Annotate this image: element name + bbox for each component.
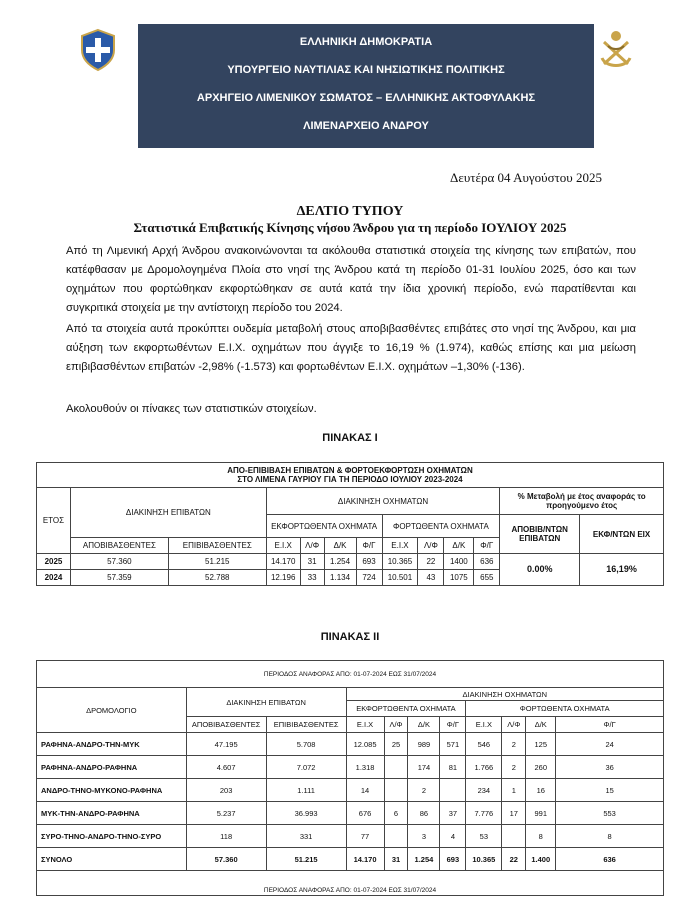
- change-vehicles-value: 16,19%: [580, 554, 664, 586]
- value-cell: 1.254: [324, 554, 356, 570]
- value-cell: 53: [466, 825, 502, 848]
- route-cell: ΡΑΦΗΝΑ-ΑΝΔΡΟ-ΡΑΦΗΝΑ: [37, 756, 187, 779]
- value-cell: 260: [526, 756, 556, 779]
- value-cell: 2: [408, 779, 440, 802]
- total-cell: 31: [384, 848, 408, 871]
- value-cell: 991: [526, 802, 556, 825]
- subheader-cell: Δ/Κ: [526, 717, 556, 733]
- subheader-cell: Δ/Κ: [408, 717, 440, 733]
- document-subtitle: Στατιστικά Επιβατικής Κίνησης νήσου Άνδρου για τη περίοδο ΙΟΥΛΙΟΥ 2025: [133, 220, 567, 235]
- value-cell: 989: [408, 733, 440, 756]
- value-cell: 6: [384, 802, 408, 825]
- header-passengers: ΔΙΑΚΙΝΗΣΗ ΕΠΙΒΑΤΩΝ: [70, 488, 266, 538]
- value-cell: 36.993: [266, 802, 346, 825]
- value-cell: 14.170: [266, 554, 300, 570]
- subheader-cell: Λ/Φ: [502, 717, 526, 733]
- value-cell: 37: [440, 802, 466, 825]
- header-loaded-vehicles: ΦΟΡΤΩΘΕΝΤΑ ΟΧΗΜΑΤΑ: [382, 515, 500, 538]
- value-cell: 17: [502, 802, 526, 825]
- value-cell: 724: [356, 570, 382, 586]
- table-row: [37, 779, 664, 802]
- subheader-cell: Ε.Ι.Χ: [382, 538, 418, 554]
- change-passengers-value: 0.00%: [500, 554, 580, 586]
- value-cell: 331: [266, 825, 346, 848]
- value-cell: [502, 825, 526, 848]
- value-cell: 10.365: [382, 554, 418, 570]
- value-cell: 47.195: [186, 733, 266, 756]
- header-unloaded-vehicles: ΕΚΦΟΡΤΩΘΕΝΤΑ ΟΧΗΜΑΤΑ: [346, 701, 466, 717]
- value-cell: 636: [474, 554, 500, 570]
- value-cell: 25: [384, 733, 408, 756]
- value-cell: 571: [440, 733, 466, 756]
- value-cell: 1.318: [346, 756, 384, 779]
- value-cell: 1075: [444, 570, 474, 586]
- total-cell: 693: [440, 848, 466, 871]
- header-embarked: ΕΠΙΒΙΒΑΣΘΕΝΤΕΣ: [266, 717, 346, 733]
- header-change: % Μεταβολή με έτος αναφοράς το προηγούμενο έτος: [500, 488, 664, 515]
- value-cell: 57.359: [70, 570, 168, 586]
- value-cell: 118: [186, 825, 266, 848]
- value-cell: 3: [408, 825, 440, 848]
- total-cell: 1.400: [526, 848, 556, 871]
- subheader-cell: Φ/Γ: [440, 717, 466, 733]
- value-cell: 8: [556, 825, 664, 848]
- total-cell: 57.360: [186, 848, 266, 871]
- table1-annual-comparison: [36, 462, 664, 586]
- value-cell: 12.085: [346, 733, 384, 756]
- value-cell: 12.196: [266, 570, 300, 586]
- table-row: [37, 756, 664, 779]
- subheader-cell: Ε.Ι.Χ: [466, 717, 502, 733]
- value-cell: 5.708: [266, 733, 346, 756]
- value-cell: 655: [474, 570, 500, 586]
- value-cell: [384, 756, 408, 779]
- year-cell: 2024: [37, 570, 71, 586]
- total-label: ΣΥΝΟΛΟ: [37, 848, 187, 871]
- header-line-coast-guard: ΑΡΧΗΓΕΙΟ ΛΙΜΕΝΙΚΟΥ ΣΩΜΑΤΟΣ – ΕΛΛΗΝΙΚΗΣ ΑΚΤΟΦΥΛΑΚΗΣ: [196, 92, 536, 104]
- value-cell: 15: [556, 779, 664, 802]
- value-cell: 77: [346, 825, 384, 848]
- subheader-cell: Δ/Κ: [324, 538, 356, 554]
- subheader-cell: Φ/Γ: [356, 538, 382, 554]
- value-cell: 1.111: [266, 779, 346, 802]
- value-cell: 14: [346, 779, 384, 802]
- subheader-cell: Φ/Γ: [474, 538, 500, 554]
- document-date: Δευτέρα 04 Αυγούστου 2025: [450, 170, 602, 185]
- table1-title-line2: ΣΤΟ ΛΙΜΕΝΑ ΓΑΥΡΙΟΥ ΓΙΑ ΤΗ ΠΕΡΙΟΔΟ ΙΟΥΛΙΟΥ 2023-2024: [237, 475, 463, 484]
- value-cell: 553: [556, 802, 664, 825]
- value-cell: 693: [356, 554, 382, 570]
- subheader-cell: Ε.Ι.Χ: [266, 538, 300, 554]
- value-cell: 8: [526, 825, 556, 848]
- table-row: [37, 733, 664, 756]
- value-cell: 4: [440, 825, 466, 848]
- value-cell: 7.072: [266, 756, 346, 779]
- table2-routes: [36, 660, 664, 896]
- total-cell: 636: [556, 848, 664, 871]
- header-route: ΔΡΟΜΟΛΟΓΙΟ: [37, 688, 187, 733]
- total-cell: 14.170: [346, 848, 384, 871]
- paragraph-summary: Από τα στοιχεία αυτά προκύπτει ουδεμία μεταβολή στους αποβιβασθέντες επιβάτες στο νησί της Άνδρου, και μια αύξηση των εκφορτωθέντων Ε.Ι.Χ. οχημάτων που άγγιξε το 16,19 % (1.974), καθώς επίσης και μια μείωση επιβιβασθέντων επιβατών -2,98% (-1.573) και φορτωθέντων Ε.Ι.Χ. οχημάτων –1,30% (-136).: [66, 323, 636, 373]
- header-line-ministry: ΥΠΟΥΡΓΕΙΟ ΝΑΥΤΙΛΙΑΣ ΚΑΙ ΝΗΣΙΩΤΙΚΗΣ ΠΟΛΙΤΙΚΗΣ: [227, 64, 505, 76]
- table1-title: [37, 463, 664, 488]
- value-cell: 81: [440, 756, 466, 779]
- value-cell: 22: [418, 554, 444, 570]
- value-cell: 174: [408, 756, 440, 779]
- header-change-vehicles: ΕΚΦ/ΝΤΩΝ ΕΙΧ: [580, 515, 664, 554]
- value-cell: 7.776: [466, 802, 502, 825]
- value-cell: 52.788: [168, 570, 266, 586]
- header-line-republic: ΕΛΛΗΝΙΚΗ ΔΗΜΟΚΡΑΤΙΑ: [299, 36, 433, 48]
- value-cell: [440, 779, 466, 802]
- value-cell: 1400: [444, 554, 474, 570]
- header-passengers: ΔΙΑΚΙΝΗΣΗ ΕΠΙΒΑΤΩΝ: [186, 688, 346, 717]
- route-cell: ΣΥΡΟ-ΤΗΝΟ-ΑΝΔΡΟ-ΤΗΝΟ-ΣΥΡΟ: [37, 825, 187, 848]
- header-vehicles: ΔΙΑΚΙΝΗΣΗ ΟΧΗΜΑΤΩΝ: [266, 488, 500, 515]
- route-cell: ΡΑΦΗΝΑ-ΑΝΔΡΟ-ΤΗΝ-ΜΥΚ: [37, 733, 187, 756]
- subheader-cell: Δ/Κ: [444, 538, 474, 554]
- table2-period-bottom: ΠΕΡΙΟΔΟΣ ΑΝΑΦΟΡΑΣ ΑΠΟ: 01-07-2024 ΕΩΣ 31/07/2024: [37, 871, 664, 896]
- value-cell: 1.766: [466, 756, 502, 779]
- header-disembarked: ΑΠΟΒΙΒΑΣΘΕΝΤΕΣ: [70, 538, 168, 554]
- value-cell: 2: [502, 733, 526, 756]
- value-cell: 86: [408, 802, 440, 825]
- table-row: [37, 554, 664, 570]
- table2-period-top: ΠΕΡΙΟΔΟΣ ΑΝΑΦΟΡΑΣ ΑΠΟ: 01-07-2024 ΕΩΣ 31/07/2024: [37, 661, 664, 688]
- value-cell: 203: [186, 779, 266, 802]
- table-row: [37, 802, 664, 825]
- route-cell: ΑΝΔΡΟ-ΤΗΝΟ-ΜΥΚΟΝΟ-ΡΑΦΗΝΑ: [37, 779, 187, 802]
- value-cell: 2: [502, 756, 526, 779]
- value-cell: 234: [466, 779, 502, 802]
- subheader-cell: Ε.Ι.Χ: [346, 717, 384, 733]
- total-cell: 10.365: [466, 848, 502, 871]
- paragraph-tables-note: Ακολουθούν οι πίνακες των στατιστικών στοιχείων.: [66, 403, 317, 415]
- table2-caption: ΠΙΝΑΚΑΣ ΙΙ: [320, 631, 380, 643]
- header-disembarked: ΑΠΟΒΙΒΑΣΘΕΝΤΕΣ: [186, 717, 266, 733]
- value-cell: 16: [526, 779, 556, 802]
- value-cell: 33: [300, 570, 324, 586]
- header-embarked: ΕΠΙΒΙΒΑΣΘΕΝΤΕΣ: [168, 538, 266, 554]
- table1-caption: ΠΙΝΑΚΑΣ Ι: [322, 432, 378, 444]
- value-cell: 1.134: [324, 570, 356, 586]
- document-title: ΔΕΛΤΙΟ ΤΥΠΟΥ: [296, 204, 404, 219]
- header-unloaded-vehicles: ΕΚΦΟΡΤΩΘΕΝΤΑ ΟΧΗΜΑΤΑ: [266, 515, 382, 538]
- table-row: [37, 825, 664, 848]
- value-cell: 43: [418, 570, 444, 586]
- total-cell: 1.254: [408, 848, 440, 871]
- value-cell: 57.360: [70, 554, 168, 570]
- header-loaded-vehicles: ΦΟΡΤΩΘΕΝΤΑ ΟΧΗΜΑΤΑ: [466, 701, 664, 717]
- subheader-cell: Φ/Γ: [556, 717, 664, 733]
- paragraph-intro: Από τη Λιμενική Αρχή Άνδρου ανακοινώνονται τα ακόλουθα στατιστικά στοιχεία της κίνησης των επιβατών, που κατέφθασαν με Δρομολογημένα Πλοία στο νησί της Άνδρου κατά τη περίοδο 01-31 Ιουλίου 2025, όσο και των οχημάτων που φορτώθηκαν εκφορτώθηκαν σε αυτά κατά την ίδια χρονική περίοδο, ενώ παρατίθενται και συγκριτικά στοιχεία με την αντίστοιχη περίοδο του 2024.: [66, 245, 636, 314]
- total-cell: 51.215: [266, 848, 346, 871]
- route-cell: ΜΥΚ-ΤΗΝ-ΑΝΔΡΟ-ΡΑΦΗΝΑ: [37, 802, 187, 825]
- subheader-cell: Λ/Φ: [300, 538, 324, 554]
- value-cell: 5.237: [186, 802, 266, 825]
- year-cell: 2025: [37, 554, 71, 570]
- greek-coat-of-arms-icon: [76, 28, 120, 72]
- header-line-port-authority: ΛΙΜΕΝΑΡΧΕΙΟ ΑΝΔΡΟΥ: [303, 120, 429, 132]
- value-cell: 676: [346, 802, 384, 825]
- total-cell: 22: [502, 848, 526, 871]
- value-cell: [384, 779, 408, 802]
- letterhead-banner: [138, 24, 594, 148]
- value-cell: 4.607: [186, 756, 266, 779]
- header-year: ΕΤΟΣ: [37, 488, 71, 554]
- coast-guard-anchor-emblem-icon: [594, 28, 638, 72]
- header-change-passengers: ΑΠΟΒΙΒ/ΝΤΩΝ ΕΠΙΒΑΤΩΝ: [500, 515, 580, 554]
- value-cell: 51.215: [168, 554, 266, 570]
- value-cell: 24: [556, 733, 664, 756]
- subheader-cell: Λ/Φ: [384, 717, 408, 733]
- value-cell: 36: [556, 756, 664, 779]
- header-vehicles: ΔΙΑΚΙΝΗΣΗ ΟΧΗΜΑΤΩΝ: [346, 688, 663, 701]
- value-cell: 546: [466, 733, 502, 756]
- table1-title-line1: ΑΠΟ-ΕΠΙΒΙΒΑΣΗ ΕΠΙΒΑΤΩΝ & ΦΟΡΤΟΕΚΦΟΡΤΩΣΗ ΟΧΗΜΑΤΩΝ: [227, 466, 473, 475]
- value-cell: 10.501: [382, 570, 418, 586]
- table-total-row: [37, 848, 664, 871]
- value-cell: 1: [502, 779, 526, 802]
- value-cell: 125: [526, 733, 556, 756]
- value-cell: [384, 825, 408, 848]
- subheader-cell: Λ/Φ: [418, 538, 444, 554]
- value-cell: 31: [300, 554, 324, 570]
